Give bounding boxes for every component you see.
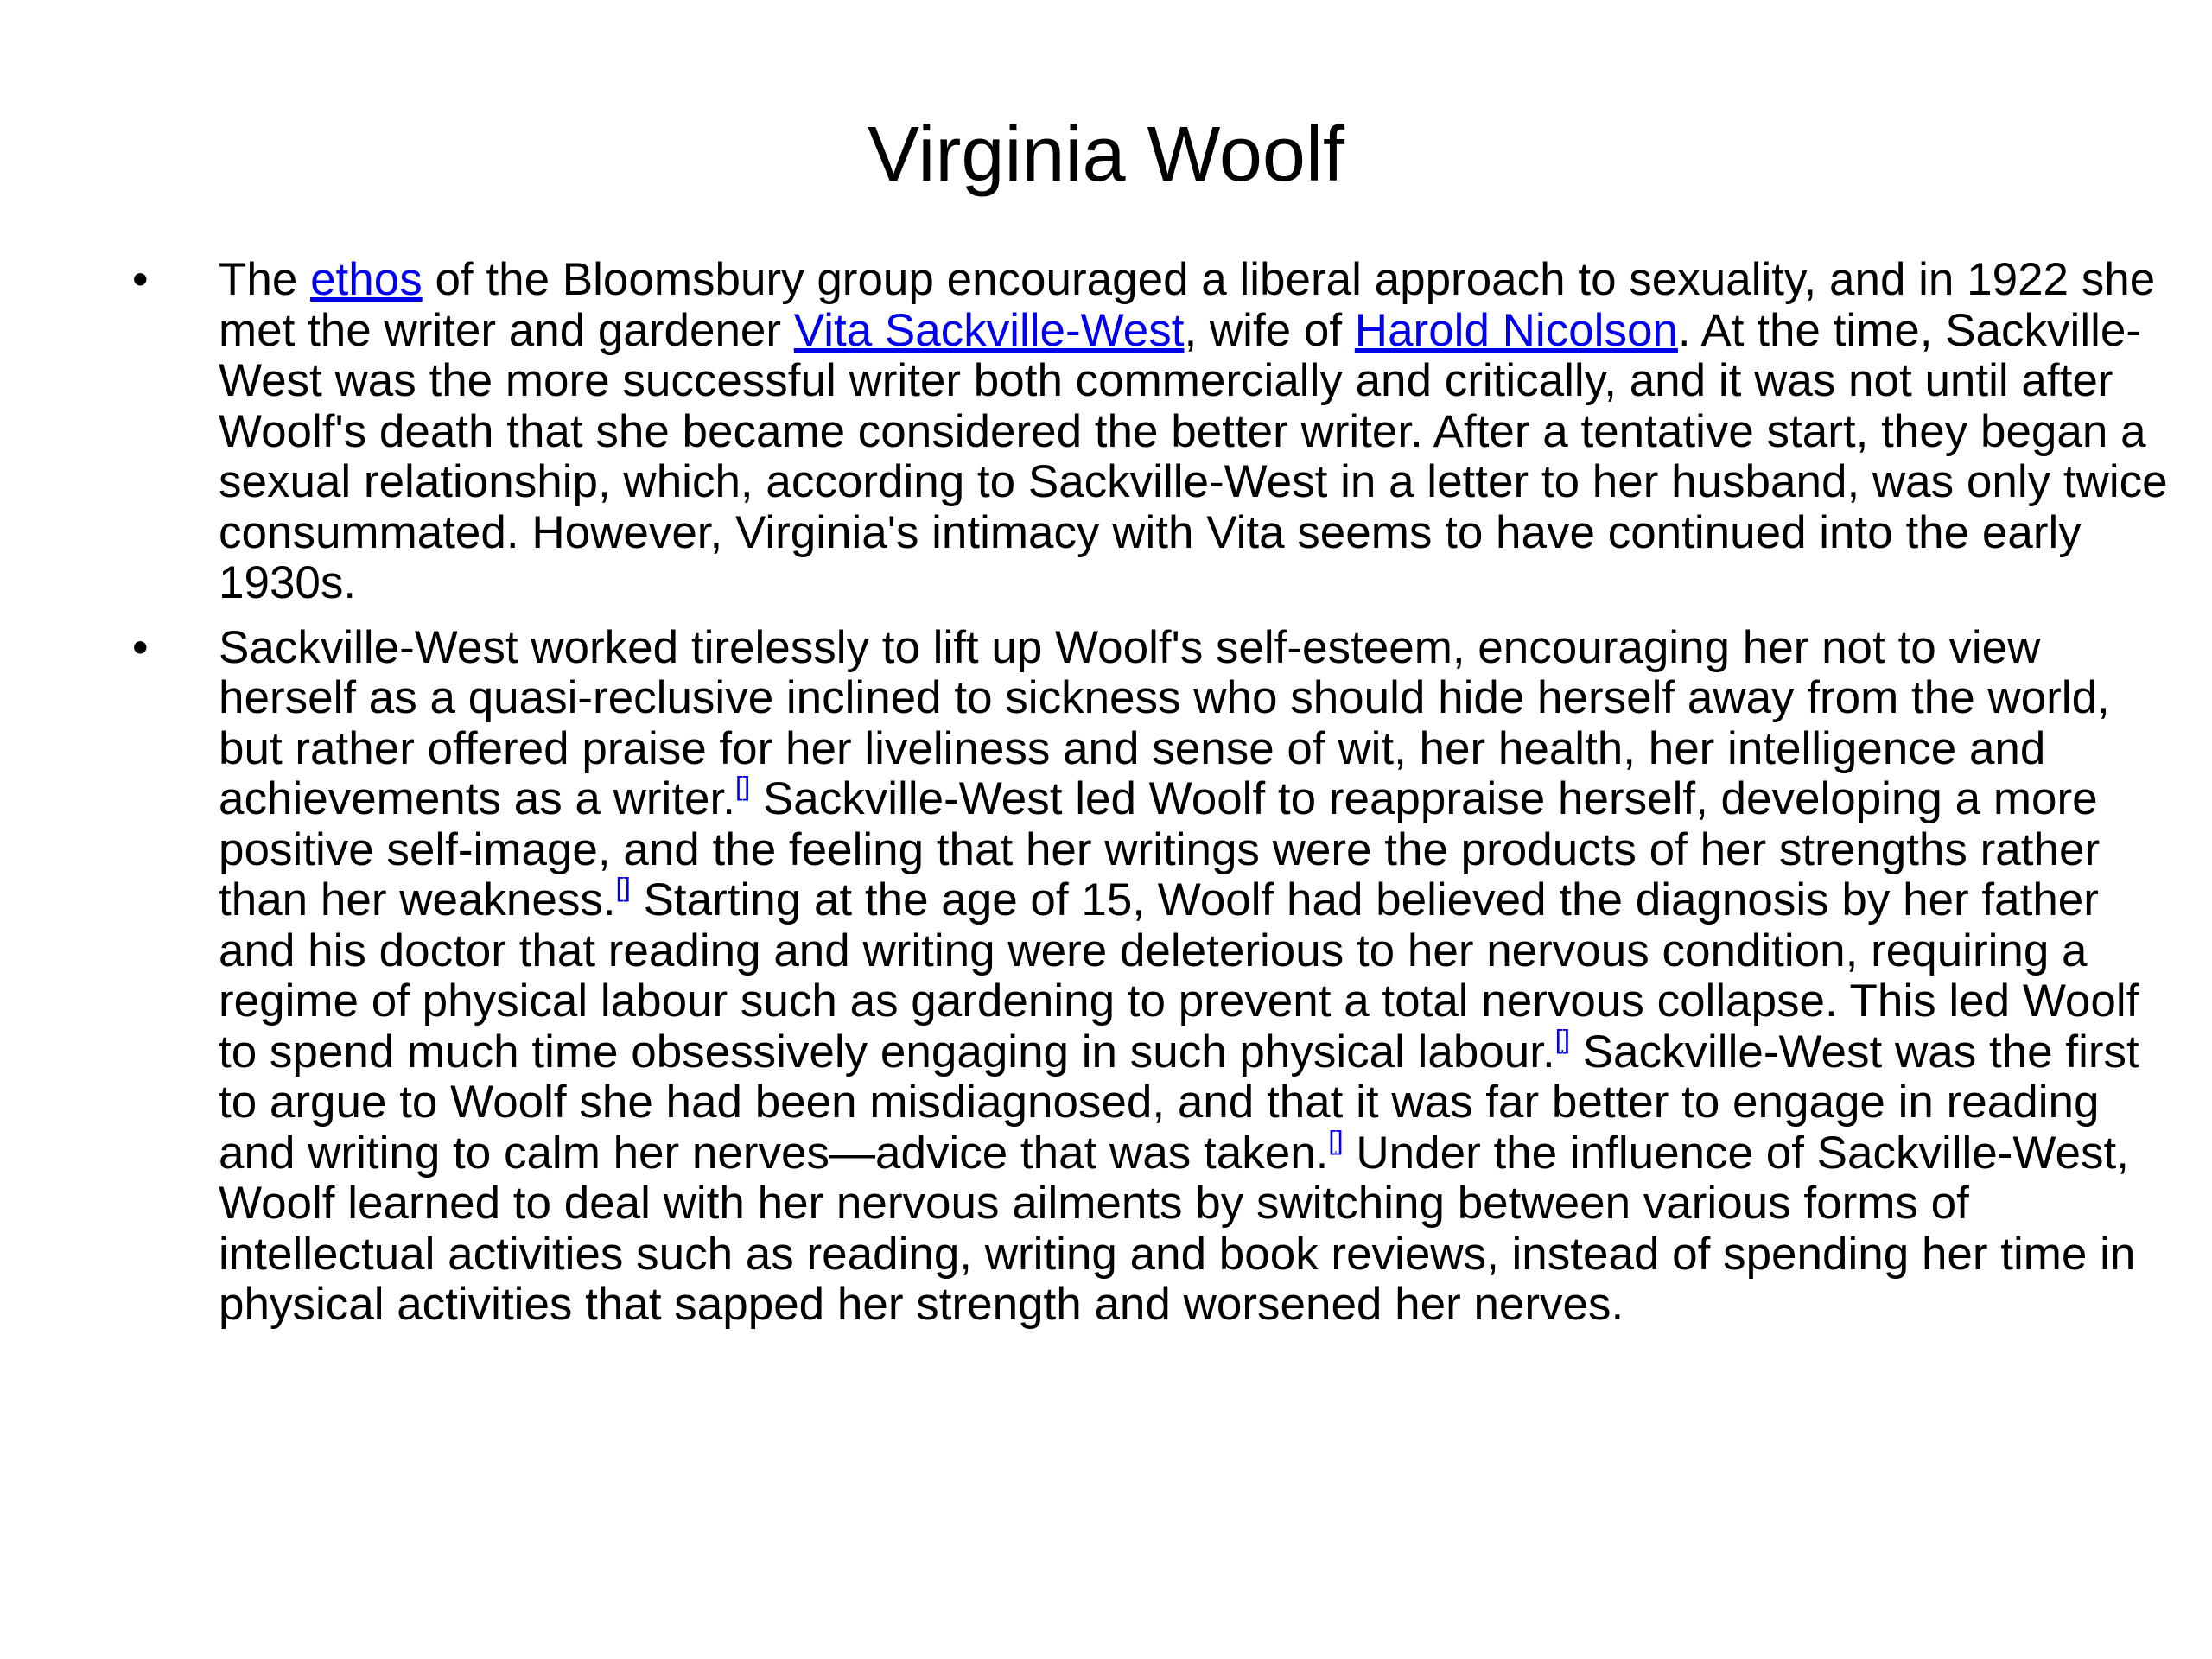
bullet-list [124, 255, 2171, 1344]
citation-ref-3 [1555, 1024, 1570, 1054]
link-ethos[interactable]: ethos [310, 254, 423, 305]
link-harold-nicolson[interactable]: Harold Nicolson [1354, 304, 1678, 356]
citation-link[interactable]: [] [1554, 1023, 1570, 1054]
citation-link[interactable]: [] [615, 872, 631, 902]
text-segment: Sackville-West worked tirelessly to lift up Woolf's self-esteem, encouraging her not to view herself as a quasi-reclusive inclined to sickness who should hide herself away from the world, but rather offered praise for her liveliness and sense of wit, her health, her intelligence and achievements as a writer. [219, 621, 2110, 824]
slide-title: Virginia Woolf [868, 111, 1344, 198]
bullet-1-text [219, 254, 2168, 608]
text-segment: Sackville-West was the first to argue to Woolf she had been misdiagnosed, and that it was far better to engage in reading and writing to calm her nerves—advice that was taken. [219, 1026, 2139, 1179]
citation-link[interactable]: [] [734, 771, 751, 801]
link-vita-sackville-west[interactable]: Vita Sackville-West [793, 304, 1185, 356]
citation-ref-4 [1328, 1125, 1343, 1155]
text-segment: , wife of [1184, 304, 1355, 356]
text-segment: . At the time, Sackville-West was the more successful writer both commercially and critically, and it was not until after Woolf's death that she became considered the better writer. After a tentative start, they began a sexual relationship, which, according to Sackville-West in a letter to her husband, was only twice consummated. However, Virginia's intimacy with Vita seems to have continued into the early 1930s. [219, 304, 2168, 608]
text-segment: Sackville-West led Woolf to reappraise herself, developing a more positive self-image, and the feeling that her writings were the products of her strengths rather than her weakness. [219, 773, 2101, 925]
citation-ref-1 [735, 771, 750, 801]
text-segment: Under the influence of Sackville-West, Woolf learned to deal with her nervous ailments by switching between various forms of intellectual activities such as reading, writing and book reviews, instead of spending her time in physical activities that sapped her strength and worsened her nerves. [219, 1127, 2136, 1330]
citation-ref-2 [616, 872, 631, 902]
citation-link[interactable]: [] [1328, 1124, 1344, 1155]
bullet-item-1 [124, 255, 2171, 609]
bullet-2-text [219, 622, 2139, 1331]
bullet-icon: • [132, 254, 149, 305]
text-segment: of the Bloomsbury group encouraged a liberal approach to sexuality, and in 1922 she met the writer and gardener [219, 254, 2156, 356]
text-segment: Starting at the age of 15, Woolf had believed the diagnosis by her father and his doctor that reading and writing were deleterious to her nervous condition, requiring a regime of physical labour such as gardening to prevent a total nervous collapse. This led Woolf to spend much time obsessively engaging in such physical labour. [219, 874, 2139, 1077]
text-segment: The [219, 254, 311, 305]
bullet-icon: • [132, 621, 149, 673]
bullet-item-2 [124, 623, 2171, 1331]
